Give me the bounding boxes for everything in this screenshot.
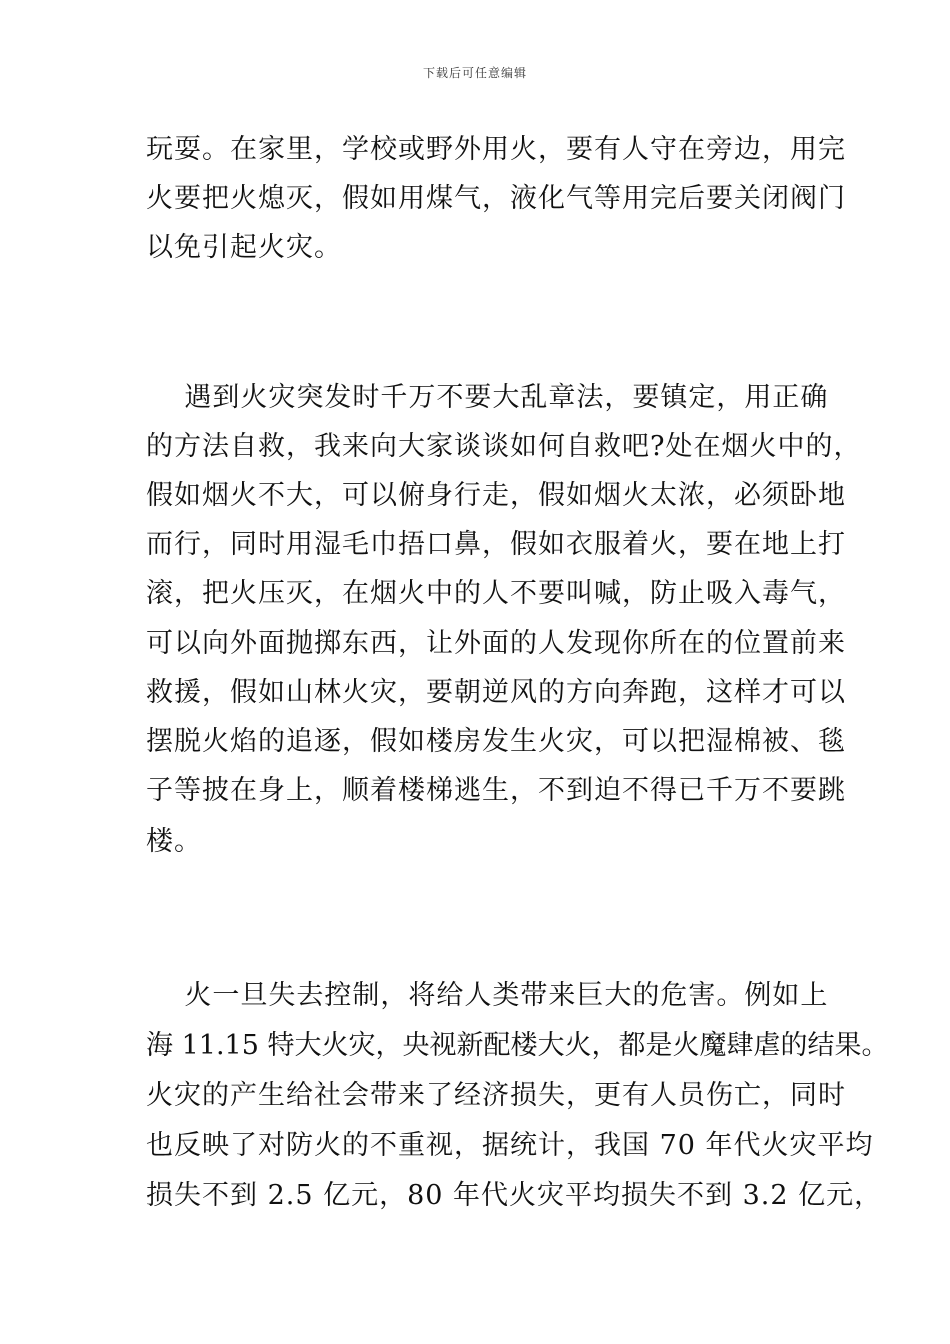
paragraph-line: 火要把火熄灭，假如用煤气，液化气等用完后要关闭阀门: [146, 183, 846, 214]
paragraph-line: 海 11.15 特大火灾，央视新配楼大火，都是火魔肆虐的结果。: [146, 1030, 889, 1061]
paragraph-line: 子等披在身上，顺着楼梯逃生，不到迫不得已千万不要跳: [146, 775, 846, 806]
paragraph-line: 火灾的产生给社会带来了经济损失，更有人员伤亡，同时: [146, 1080, 846, 1111]
paragraph-line: 滚，把火压灭，在烟火中的人不要叫喊，防止吸入毒气，: [146, 578, 846, 609]
paragraph-line: 救援，假如山林火灾，要朝逆风的方向奔跑，这样才可以: [146, 677, 846, 708]
paragraph-line: 的方法自救，我来向大家谈谈如何自救吧?处在烟火中的，: [146, 431, 862, 462]
page-header: 下载后可任意编辑: [422, 66, 527, 80]
paragraph-line: 假如烟火不大，可以俯身行走，假如烟火太浓，必须卧地: [146, 480, 846, 511]
paragraph-line: 可以向外面抛掷东西，让外面的人发现你所在的位置前来: [146, 628, 846, 659]
paragraph-line: 而行，同时用湿毛巾捂口鼻，假如衣服着火，要在地上打: [146, 529, 846, 560]
paragraph-line: 以免引起火灾。: [146, 232, 342, 263]
paragraph-line: 损失不到 2.5 亿元，80 年代火灾平均损失不到 3.2 亿元，: [146, 1180, 883, 1211]
paragraph-line: 也反映了对防火的不重视，据统计，我国 70 年代火灾平均: [146, 1130, 874, 1161]
paragraph-line: 楼。: [146, 826, 202, 857]
paragraph-line: 摆脱火焰的追逐，假如楼房发生火灾，可以把湿棉被、毯: [146, 726, 846, 757]
paragraph-line: 火一旦失去控制，将给人类带来巨大的危害。例如上: [146, 980, 829, 1011]
paragraph-line: 玩耍。在家里，学校或野外用火，要有人守在旁边，用完: [146, 134, 846, 165]
paragraph-line: 遇到火灾突发时千万不要大乱章法，要镇定，用正确: [146, 382, 829, 413]
